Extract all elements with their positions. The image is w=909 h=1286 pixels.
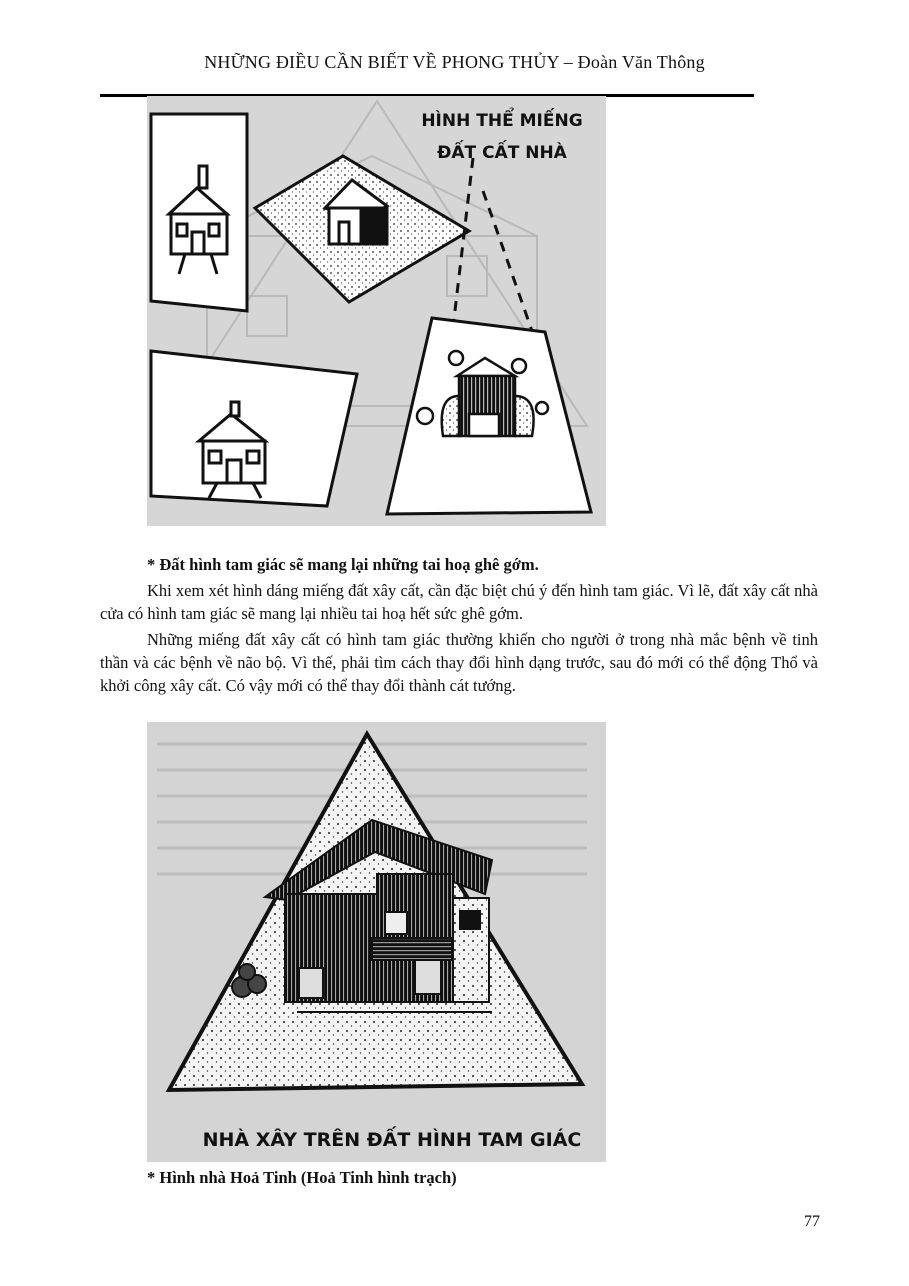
- section-heading-triangle-land: * Đất hình tam giác sẽ mang lại những tai hoạ ghê gớm.: [147, 555, 539, 574]
- figure1-label-line1: HÌNH THỂ MIẾNG: [421, 111, 583, 131]
- land-shapes-figure: [147, 96, 606, 526]
- figure2-label: NHÀ XÂY TRÊN ĐẤT HÌNH TAM GIÁC: [202, 1129, 582, 1151]
- page-number: 77: [804, 1213, 820, 1230]
- triangle-house-figure: [147, 722, 606, 1162]
- figure1-label-line2: ĐẤT CẤT NHÀ: [437, 143, 567, 163]
- section-heading-hoa-tinh: * Hình nhà Hoả Tinh (Hoả Tinh hình trạch): [147, 1168, 457, 1187]
- paragraph-1: Khi xem xét hình dáng miếng đất xây cất, cần đặc biệt chú ý đến hình tam giác. Vì lẽ, đất xây cất nhà cửa có hình tam giác sẽ mang lại nhiều tai hoạ hết sức ghê gớm.: [100, 581, 818, 623]
- running-header: NHỮNG ĐIỀU CẦN BIẾT VỀ PHONG THỦY – Đoàn Văn Thông: [204, 52, 705, 72]
- paragraph-2: Những miếng đất xây cất có hình tam giác thường khiến cho người ở trong nhà mắc bệnh về tinh thần và các bệnh về não bộ. Vì thế, phải tìm cách thay đổi hình dạng trước, sau đó mới có thể động Thổ và khởi công xây cất. Có vậy mới có thể thay đổi thành cát tướng.: [100, 630, 818, 695]
